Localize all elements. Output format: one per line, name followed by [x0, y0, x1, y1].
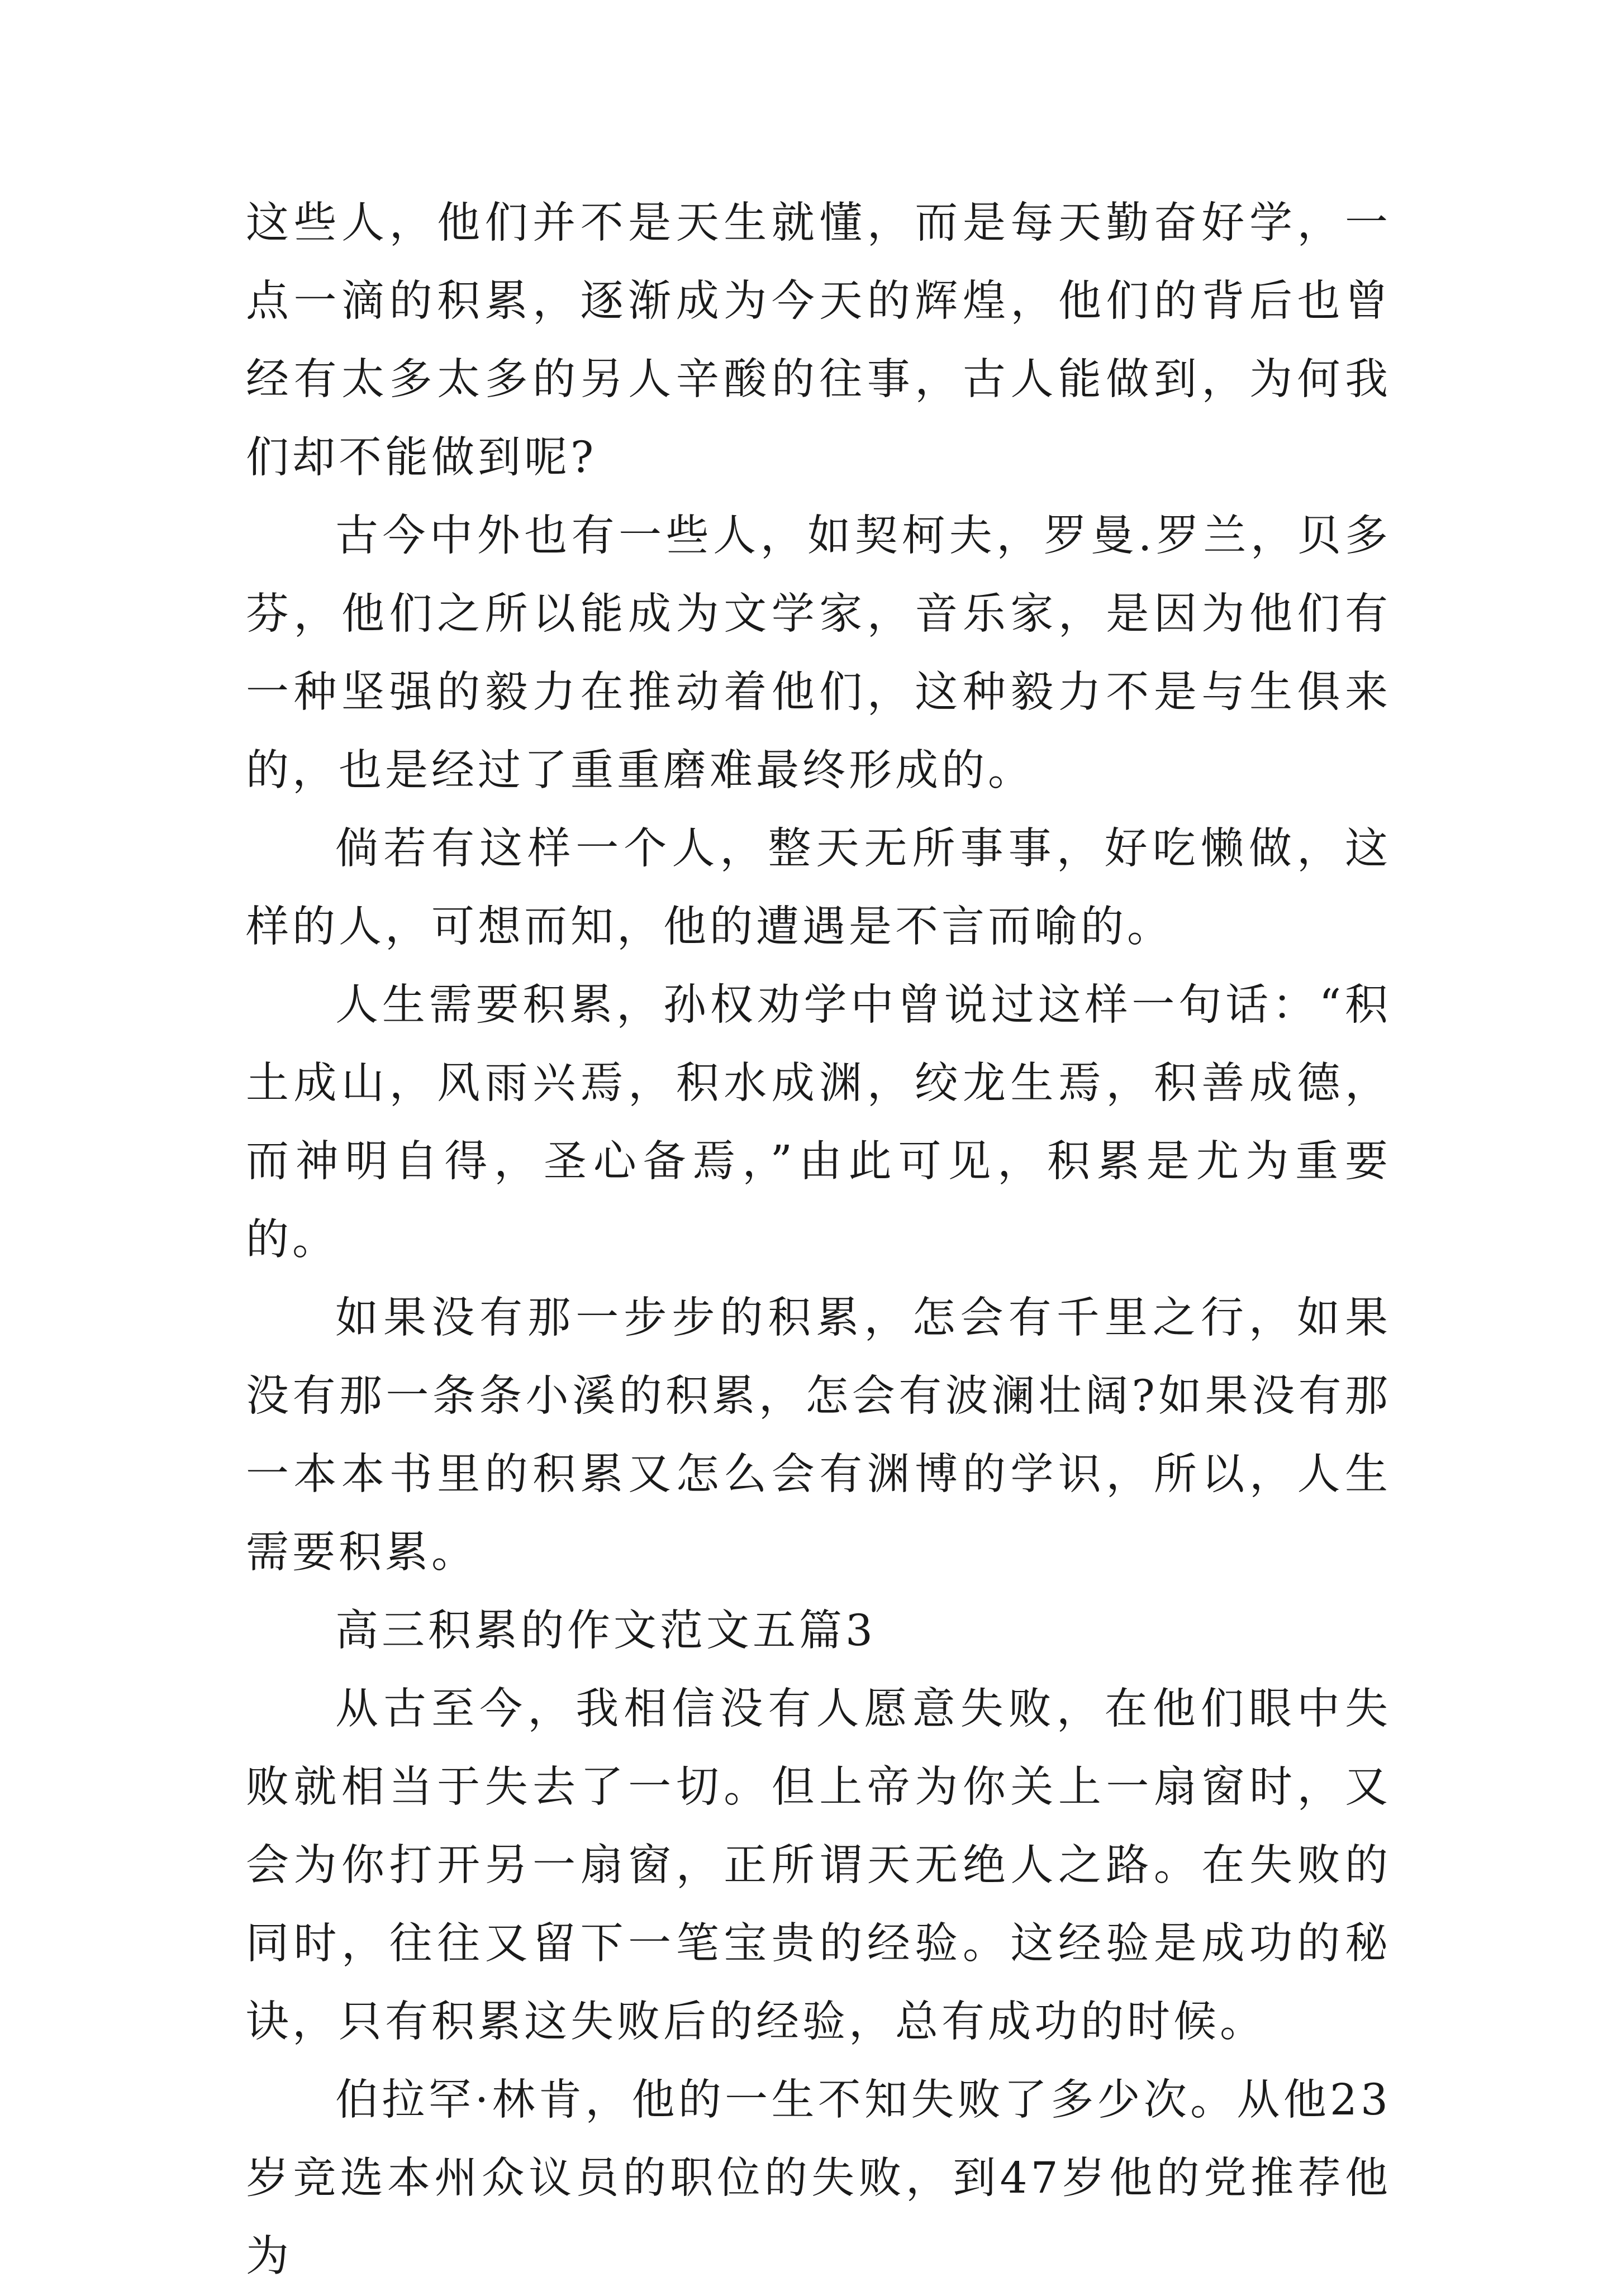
- paragraph-7: 伯拉罕·林肯，他的一生不知失败了多少次。从他23岁竞选本州众议员的职位的失败，到47岁他的党推荐他为: [246, 2075, 1391, 2281]
- paragraph-1: 这些人，他们并不是天生就懂，而是每天勤奋好学，一点一滴的积累，逐渐成为今天的辉煌，他们的背后也曾经有太多太多的另人辛酸的往事，古人能做到，为何我们却不能做到呢?: [246, 198, 1391, 483]
- paragraph-5: 如果没有那一步步的积累，怎会有千里之行，如果没有那一条条小溪的积累，怎会有波澜壮阔?如果没有那一本本书里的积累又怎么会有渊博的学识，所以，人生需要积累。: [246, 1293, 1391, 1578]
- paragraph-3: 倘若有这样一个人，整天无所事事，好吃懒做，这样的人，可想而知，他的遭遇是不言而喻的。: [246, 824, 1391, 952]
- paragraph-4: 人生需要积累，孙权劝学中曾说过这样一句话：“积土成山，风雨兴焉，积水成渊，绞龙生焉，积善成德，而神明自得，圣心备焉，”由此可见，积累是尤为重要的。: [246, 980, 1391, 1265]
- document-body: [246, 184, 1391, 2296]
- paragraph-2: 古今中外也有一些人，如契柯夫，罗曼.罗兰，贝多芬，他们之所以能成为文学家，音乐家，是因为他们有一种坚强的毅力在推动着他们，这种毅力不是与生俱来的，也是经过了重重磨难最终形成的。: [246, 511, 1391, 795]
- paragraph-6: 从古至今，我相信没有人愿意失败，在他们眼中失败就相当于失去了一切。但上帝为你关上一扇窗时，又会为你打开另一扇窗，正所谓天无绝人之路。在失败的同时，往往又留下一笔宝贵的经验。这经验是成功的秘诀，只有积累这失败后的经验，总有成功的时候。: [246, 1684, 1391, 2047]
- section-heading: 高三积累的作文范文五篇3: [335, 1606, 876, 1656]
